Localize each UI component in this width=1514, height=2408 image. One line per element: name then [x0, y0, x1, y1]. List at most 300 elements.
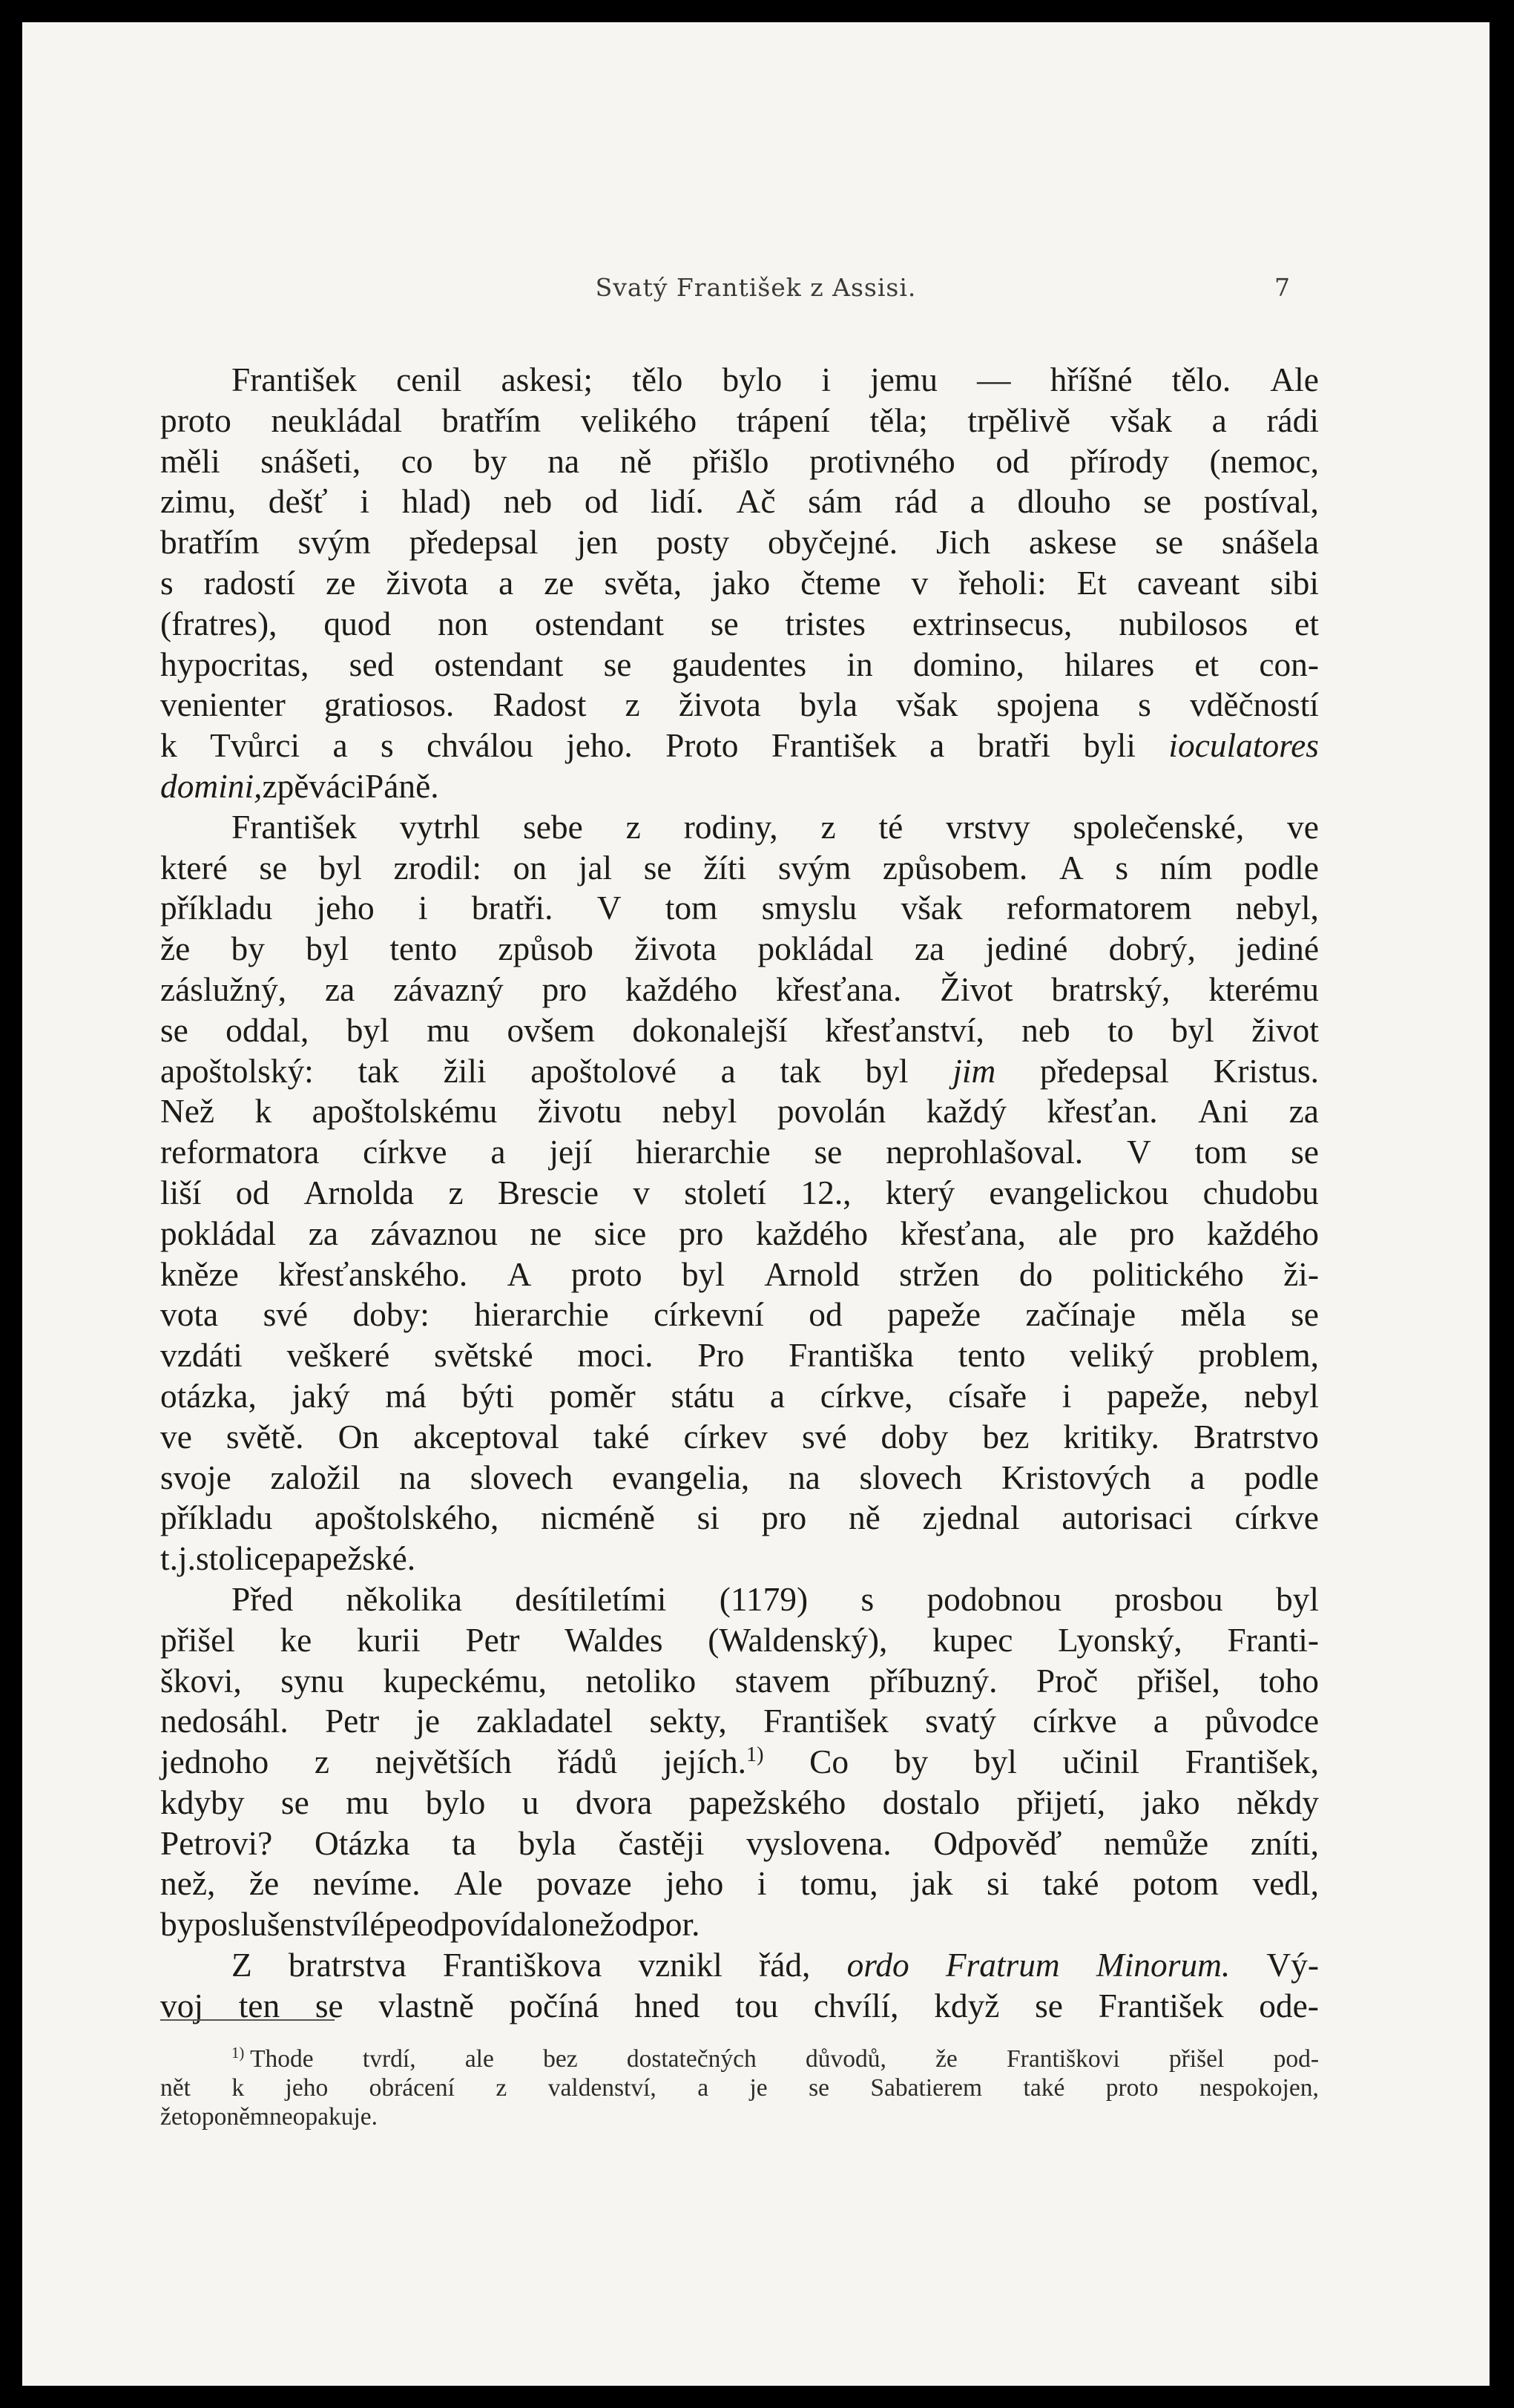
- word: ostendant: [434, 645, 564, 683]
- word: podle: [1244, 849, 1319, 886]
- word: nespokojen,: [1199, 2074, 1319, 2102]
- word: Otázka: [314, 1824, 410, 1862]
- word: gaudentes: [671, 645, 807, 683]
- word: sice: [593, 1214, 647, 1252]
- word: každý: [926, 1093, 1007, 1131]
- word: kdyby: [160, 1783, 245, 1821]
- word: papežské.: [283, 1540, 416, 1578]
- word: příbuzný.: [869, 1662, 998, 1700]
- word: byl: [346, 1011, 389, 1049]
- word: se: [809, 2074, 829, 2102]
- word: tristes: [785, 605, 866, 642]
- word: rád: [894, 483, 938, 521]
- word: žili: [443, 1052, 487, 1090]
- word: ten: [238, 1987, 280, 2024]
- word: pokládal: [757, 930, 874, 968]
- word: v: [633, 1174, 650, 1211]
- word: s: [1138, 686, 1151, 724]
- word: kurii: [356, 1621, 421, 1659]
- word: od: [235, 1174, 270, 1211]
- word: vznikl: [638, 1947, 723, 1984]
- word: hierarchie: [636, 1134, 771, 1171]
- word: hned: [634, 1987, 700, 2024]
- word: a: [1153, 1703, 1168, 1740]
- text-line: [160, 1742, 1319, 1783]
- word: byl: [306, 930, 349, 968]
- word: zpěváci: [262, 767, 366, 805]
- word: hlad): [401, 483, 471, 521]
- text-line: [160, 1010, 1319, 1051]
- word: by: [894, 1743, 929, 1781]
- word: škovi,: [160, 1662, 242, 1700]
- text-line: [160, 685, 1319, 726]
- word: reformatora: [160, 1134, 320, 1171]
- word: života: [678, 686, 761, 724]
- word: nět: [160, 2074, 191, 2102]
- text-line: [160, 1823, 1319, 1864]
- text-line: [160, 481, 1319, 522]
- word: dlouho: [1017, 483, 1111, 521]
- word: se: [603, 645, 632, 683]
- word: in: [846, 645, 873, 683]
- word: Pro: [697, 1337, 745, 1375]
- word: poměr: [549, 1377, 636, 1415]
- word: stavem: [734, 1662, 831, 1700]
- footnote-line: [160, 2073, 1319, 2102]
- word: několika: [346, 1580, 462, 1618]
- italic-word: Minorum.: [1096, 1947, 1231, 1984]
- word: byl: [973, 1743, 1017, 1781]
- word: i: [418, 889, 428, 927]
- word: než: [567, 1906, 615, 1944]
- word: tělo: [632, 361, 683, 398]
- word: a: [498, 564, 514, 602]
- word: jeho: [316, 889, 375, 927]
- word: odpor.: [614, 1906, 700, 1944]
- word: se: [315, 1987, 343, 2024]
- text-line: [160, 970, 1319, 1010]
- word: jeho: [285, 2074, 329, 2102]
- word: gratiosos.: [323, 686, 455, 724]
- word: Ale: [1270, 361, 1319, 398]
- word: on: [513, 849, 547, 886]
- word: tvrdí,: [362, 2045, 416, 2073]
- word: založil: [270, 1458, 361, 1496]
- word: tento: [389, 930, 458, 968]
- word: Vý-: [1266, 1947, 1319, 1984]
- word: jejích.$^{1)}$: [662, 1743, 764, 1781]
- word: Radost: [493, 686, 587, 724]
- word: —: [977, 361, 1011, 398]
- word: zrodil:: [393, 849, 482, 886]
- word: byli: [1083, 727, 1136, 765]
- word: měla: [1180, 1296, 1246, 1334]
- word: někdy: [1237, 1783, 1319, 1821]
- italic-word: ioculatores: [1168, 727, 1319, 765]
- word: reformatorem: [1006, 889, 1192, 927]
- word: bez: [543, 2045, 578, 2073]
- word: to: [182, 2103, 202, 2131]
- word: křesťanského.: [278, 1255, 468, 1293]
- word: chudobu: [1202, 1174, 1319, 1211]
- word: neopakuje.: [269, 2103, 378, 2131]
- word: lidí.: [650, 483, 704, 521]
- word: askesi;: [501, 361, 593, 398]
- word: papeže,: [1107, 1377, 1209, 1415]
- word: církve: [1033, 1703, 1117, 1740]
- word: veliký: [1070, 1337, 1154, 1375]
- word: evangelickou: [989, 1174, 1169, 1211]
- word: od: [584, 483, 619, 521]
- word: za: [324, 970, 355, 1008]
- word: se: [814, 1134, 843, 1171]
- word: se: [1143, 483, 1172, 521]
- word: papežského: [688, 1783, 846, 1821]
- word: se: [1035, 1987, 1063, 2024]
- word: ve: [1287, 808, 1319, 846]
- word: po: [201, 2103, 227, 2131]
- word: křesťan.: [1047, 1093, 1158, 1131]
- word: se: [643, 849, 672, 886]
- page-number: 7: [1274, 273, 1291, 302]
- word: prosbou: [1114, 1580, 1223, 1618]
- word: a: [332, 727, 348, 765]
- word: V: [1127, 1134, 1151, 1171]
- text-line: [160, 1539, 1319, 1579]
- word: Waldes: [565, 1621, 663, 1659]
- footnote-number: 1): [231, 2044, 245, 2062]
- word: slovech: [859, 1458, 963, 1496]
- word: Kristových: [1001, 1458, 1151, 1496]
- word: jal: [578, 849, 613, 886]
- word: dobrý,: [1108, 930, 1196, 968]
- word: světa,: [604, 564, 682, 602]
- word: se: [1155, 524, 1184, 562]
- word: potom: [1132, 1865, 1219, 1903]
- word: pokládal: [160, 1214, 277, 1252]
- word: akceptoval: [413, 1418, 559, 1455]
- word: liší: [160, 1174, 202, 1211]
- word: dokonalejší: [632, 1011, 788, 1049]
- word: ostendant: [535, 605, 664, 642]
- word: hříšné: [1050, 361, 1133, 398]
- word: má: [385, 1377, 427, 1415]
- word: bylo: [722, 361, 783, 398]
- word: také: [1042, 1865, 1099, 1903]
- word: ke: [280, 1621, 312, 1659]
- word: byl: [1171, 1011, 1214, 1049]
- word: však: [896, 686, 958, 724]
- running-title: Svatý František z Assisi.: [595, 273, 917, 302]
- word: bratrstva: [288, 1947, 407, 1984]
- word: Kristus.: [1213, 1052, 1319, 1090]
- text-line: [160, 1051, 1319, 1092]
- word: ovšem: [507, 1011, 595, 1049]
- word: con-: [1259, 645, 1319, 683]
- word: (nemoc,: [1209, 442, 1319, 480]
- word: dostatečných: [626, 2045, 757, 2073]
- word: se: [280, 1783, 309, 1821]
- word: vrstvy: [946, 808, 1030, 846]
- word: dešť: [268, 483, 328, 521]
- word: sebe: [523, 808, 583, 846]
- word: vytrhl: [399, 808, 481, 846]
- word: největších: [375, 1743, 512, 1781]
- word: její: [549, 1134, 593, 1171]
- word: těla;: [869, 401, 928, 439]
- word: svoje: [160, 1458, 231, 1496]
- word: jediné: [1237, 930, 1319, 968]
- word: dvora: [575, 1783, 653, 1821]
- text-line: [160, 1132, 1319, 1173]
- word: pro: [1129, 1214, 1175, 1252]
- word: quod: [323, 605, 392, 642]
- word: svým: [777, 849, 852, 886]
- word: církve: [1234, 1499, 1319, 1537]
- word: církve: [363, 1134, 447, 1171]
- word: církve,: [820, 1377, 913, 1415]
- word: sibi: [1270, 564, 1319, 602]
- text-line: [160, 766, 1319, 807]
- word: jeho.: [566, 727, 633, 765]
- word: způsob: [498, 930, 593, 968]
- word: s: [860, 1580, 875, 1618]
- word: tou: [735, 1987, 779, 2024]
- word: přišel: [1168, 2045, 1225, 2073]
- italic-word: Fratrum: [945, 1947, 1060, 1984]
- word: postíval,: [1203, 483, 1319, 521]
- book-page: [22, 22, 1490, 2386]
- word: rodiny,: [683, 808, 778, 846]
- word: poslušenství: [194, 1906, 361, 1944]
- word: a: [929, 727, 945, 765]
- word: sám: [808, 483, 863, 521]
- word: nebyl: [662, 1093, 737, 1131]
- word: z: [496, 2074, 507, 2102]
- word: trpělivě: [967, 401, 1071, 439]
- footnote-divider: [160, 2019, 335, 2021]
- word: by: [160, 1906, 194, 1944]
- word: jak: [912, 1865, 953, 1903]
- word: křesťanství,: [825, 1011, 984, 1049]
- text-line: [160, 1863, 1319, 1904]
- text-line: [160, 441, 1319, 482]
- footnote-reference[interactable]: [746, 1743, 763, 1780]
- word: oddal,: [226, 1011, 309, 1049]
- word: proto: [160, 401, 231, 439]
- word: zimu,: [160, 483, 237, 521]
- text-line: [160, 1091, 1319, 1132]
- word: 12.,: [800, 1174, 852, 1211]
- word: Tvůrci: [210, 727, 300, 765]
- word: pro: [678, 1214, 724, 1252]
- text-line: [160, 929, 1319, 970]
- word: tento: [958, 1337, 1026, 1375]
- word: podobnou: [926, 1580, 1062, 1618]
- word: ži-: [1283, 1255, 1319, 1293]
- word: a: [1190, 1458, 1205, 1496]
- word: byl: [681, 1255, 725, 1293]
- word: askese: [1028, 524, 1117, 562]
- word: zníti,: [1250, 1824, 1319, 1862]
- word: podle: [1244, 1458, 1319, 1496]
- word: bratři.: [471, 889, 553, 927]
- word: Et: [1076, 564, 1107, 602]
- word: přišlo: [692, 442, 769, 480]
- word: ně: [619, 442, 652, 480]
- word: než,: [160, 1865, 216, 1903]
- word: byla: [799, 686, 858, 724]
- word: chvílí,: [813, 1987, 899, 2024]
- word: od: [809, 1296, 843, 1334]
- word: byl: [1275, 1580, 1319, 1618]
- word: František: [763, 1703, 889, 1740]
- word: František,: [1185, 1743, 1319, 1781]
- word: vota: [160, 1296, 219, 1334]
- word: se: [1291, 1296, 1319, 1334]
- word: a: [720, 1052, 736, 1090]
- word: nemůže: [1104, 1824, 1209, 1862]
- word: mu: [427, 1011, 470, 1049]
- word: s: [381, 727, 394, 765]
- word: měli: [160, 442, 220, 480]
- word: hilares: [1064, 645, 1155, 683]
- word: j.: [177, 1540, 196, 1578]
- word: také: [1023, 2074, 1065, 2102]
- word: evangelia,: [612, 1458, 750, 1496]
- word: ním: [1159, 849, 1213, 886]
- word: řádů: [557, 1743, 618, 1781]
- word: za: [308, 1214, 339, 1252]
- word: ale: [464, 2045, 494, 2073]
- body-text: [160, 360, 1319, 2027]
- word: bez: [982, 1418, 1030, 1455]
- word: On: [338, 1418, 380, 1455]
- word: mu: [346, 1783, 389, 1821]
- word: Jich: [935, 524, 991, 562]
- word: radostí: [203, 564, 296, 602]
- word: z: [625, 686, 640, 724]
- word: závazný: [393, 970, 504, 1008]
- word: k: [231, 2074, 245, 2102]
- word: svatý: [925, 1703, 996, 1740]
- word: ta: [452, 1824, 476, 1862]
- word: však: [901, 889, 963, 927]
- word: veškeré: [286, 1337, 390, 1375]
- word: životu: [537, 1093, 622, 1131]
- word: řád,: [759, 1947, 811, 1984]
- word: vzdáti: [160, 1337, 243, 1375]
- word: Život: [940, 970, 1013, 1008]
- text-line: [160, 522, 1319, 563]
- word: jeho: [665, 1865, 724, 1903]
- word: politického: [1092, 1255, 1244, 1293]
- word: jaký: [292, 1377, 350, 1415]
- word: za: [1288, 1093, 1319, 1131]
- word: z: [314, 1743, 330, 1781]
- word: jediné: [985, 930, 1068, 968]
- word: světské: [434, 1337, 533, 1375]
- word: (1179): [719, 1580, 809, 1618]
- word: neprohlašoval.: [886, 1134, 1084, 1171]
- text-line: [160, 848, 1319, 889]
- text-line: [160, 888, 1319, 929]
- word: hierarchie: [474, 1296, 609, 1334]
- word: z: [625, 808, 641, 846]
- word: A: [507, 1255, 532, 1293]
- word: počíná: [509, 1987, 599, 2024]
- word: záslužný,: [160, 970, 287, 1008]
- text-line: [160, 1661, 1319, 1702]
- word: Bratrstvo: [1193, 1418, 1319, 1455]
- word: vyslovena.: [746, 1824, 892, 1862]
- word: se: [710, 605, 739, 642]
- word: a: [970, 483, 985, 521]
- word: Odpověď: [933, 1824, 1062, 1862]
- word: vděčností: [1189, 686, 1319, 724]
- word: pro: [542, 970, 588, 1008]
- text-line: [160, 1783, 1319, 1823]
- word: zakladatel: [476, 1703, 613, 1740]
- word: A: [1059, 849, 1084, 886]
- text-line: [160, 1335, 1319, 1376]
- word: Ani: [1198, 1093, 1249, 1131]
- word: závaznou: [370, 1214, 498, 1252]
- word: otázka,: [160, 1377, 257, 1415]
- word: začínaje: [1025, 1296, 1136, 1334]
- word: sed: [349, 645, 395, 683]
- word: bratři: [977, 727, 1050, 765]
- word: a: [490, 1134, 506, 1171]
- word: bylo: [425, 1783, 486, 1821]
- word: každého: [1206, 1214, 1319, 1252]
- word: problem,: [1198, 1337, 1319, 1375]
- word: se: [259, 849, 288, 886]
- text-line: [160, 401, 1319, 441]
- word: nebyl: [1244, 1377, 1319, 1415]
- word: s: [160, 564, 174, 602]
- word: V: [596, 889, 622, 927]
- word: příkladu: [160, 1499, 273, 1537]
- word: byl: [865, 1052, 909, 1090]
- word: cenil: [396, 361, 462, 398]
- word: života: [386, 564, 469, 602]
- word: na: [399, 1458, 431, 1496]
- text-line: [160, 1945, 1319, 1986]
- word: učinil: [1062, 1743, 1139, 1781]
- word: té: [878, 808, 904, 846]
- word: ale: [1058, 1214, 1098, 1252]
- word: s: [1115, 849, 1129, 886]
- word: v: [911, 564, 929, 602]
- text-line: [160, 1904, 1319, 1945]
- text-line: [160, 1620, 1319, 1661]
- word: Ale: [454, 1865, 503, 1903]
- word: od: [995, 442, 1030, 480]
- word: neb: [503, 483, 553, 521]
- word: církevní: [654, 1296, 764, 1334]
- word: autorisaci: [1062, 1499, 1193, 1537]
- word: že: [935, 2045, 958, 2073]
- word: Co: [809, 1743, 849, 1781]
- text-line: [160, 807, 1319, 848]
- word: doby:: [352, 1296, 429, 1334]
- word: dostalo: [882, 1783, 980, 1821]
- word: bratrský,: [1051, 970, 1171, 1008]
- word: papeže: [887, 1296, 981, 1334]
- word: řeholi:: [958, 564, 1047, 602]
- word: u: [521, 1783, 539, 1821]
